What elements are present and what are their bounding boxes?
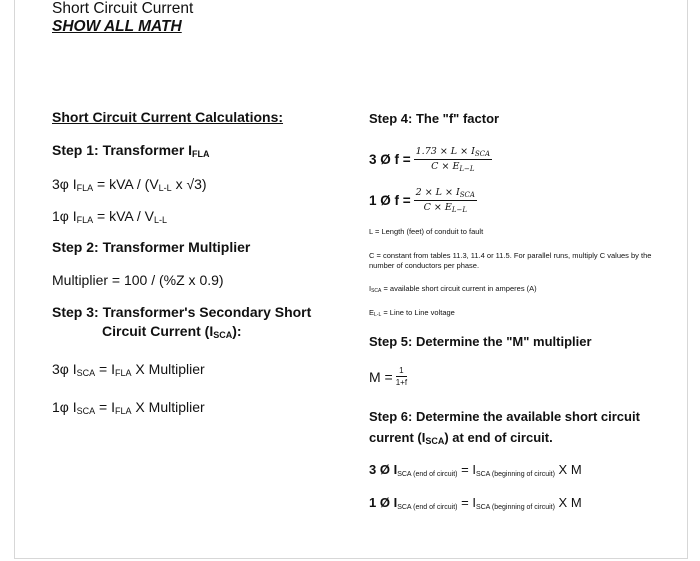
step6-formula-1phase: 1 Ø ISCA (end of circuit) = ISCA (beginning of circuit) X M xyxy=(369,495,582,511)
step5-heading: Step 5: Determine the "M" multiplier xyxy=(369,334,592,349)
step4-heading: Step 4: The "f" factor xyxy=(369,111,500,126)
step6-heading-line1: Step 6: Determine the available short circuit xyxy=(369,409,640,424)
note-length: L = Length (feet) of conduit to fault xyxy=(369,227,484,236)
step4-formula-3phase: 3 Ø f = $\frac{1.73 \times L \times I_{SCA}}{C \times E_{L-L}}$ xyxy=(369,146,491,173)
step1-formula-1phase: 1φ $I_{FLA}$ = kVA / $V_{L-L}$ xyxy=(52,208,168,225)
step3-heading-line1: Step 3: Transformer's Secondary Short xyxy=(52,304,312,320)
step1-heading: Step 1: Transformer $I_{FLA}$ xyxy=(52,142,210,159)
step3-formula-3phase: 3φ $I_{SCA} = I_{FLA}$ X Multiplier xyxy=(52,361,205,378)
document-subtitle: SHOW ALL MATH xyxy=(52,18,182,35)
step5-formula: M = $\frac{1}{1+f}$ xyxy=(369,366,408,387)
step3-formula-1phase: 1φ $I_{SCA} = I_{FLA}$ X Multiplier xyxy=(52,399,205,416)
step2-heading: Step 2: Transformer Multiplier xyxy=(52,239,251,255)
step3-heading-line2: Circuit Current $(I_{SCA})$: xyxy=(102,323,242,340)
step1-formula-3phase: 3φ $I_{FLA}$ = kVA / ($V_{L-L}$ x √3) xyxy=(52,176,207,193)
fraction: $\frac{1}{1+f}$ xyxy=(395,366,408,387)
fraction: $\frac{2 \times L \times I_{SCA}}{C \times E_{L-L}}$ xyxy=(415,187,475,214)
step4-formula-1phase: 1 Ø f = $\frac{2 \times L \times I_{SCA}}{C \times E_{L-L}}$ xyxy=(369,187,475,214)
step6-formula-3phase: 3 Ø ISCA (end of circuit) = ISCA (beginning of circuit) X M xyxy=(369,462,582,478)
document-title: Short Circuit Current xyxy=(52,0,194,17)
step2-formula: Multiplier = 100 / (%Z x 0.9) xyxy=(52,272,224,288)
note-constant: C = constant from tables 11.3, 11.4 or 11.5. For parallel runs, multiply C values by the number of conductors per phase. xyxy=(369,251,652,270)
fraction: $\frac{1.73 \times L \times I_{SCA}}{C \times E_{L-L}}$ xyxy=(415,146,491,173)
section-heading: Short Circuit Current Calculations: xyxy=(52,109,284,125)
note-ell: EL-L = Line to Line voltage xyxy=(369,308,455,318)
step6-heading-line2: current $(I_{SCA})$ at end of circuit. xyxy=(369,430,553,446)
note-isca: ISCA = available short circuit current in amperes (A) xyxy=(369,284,537,294)
